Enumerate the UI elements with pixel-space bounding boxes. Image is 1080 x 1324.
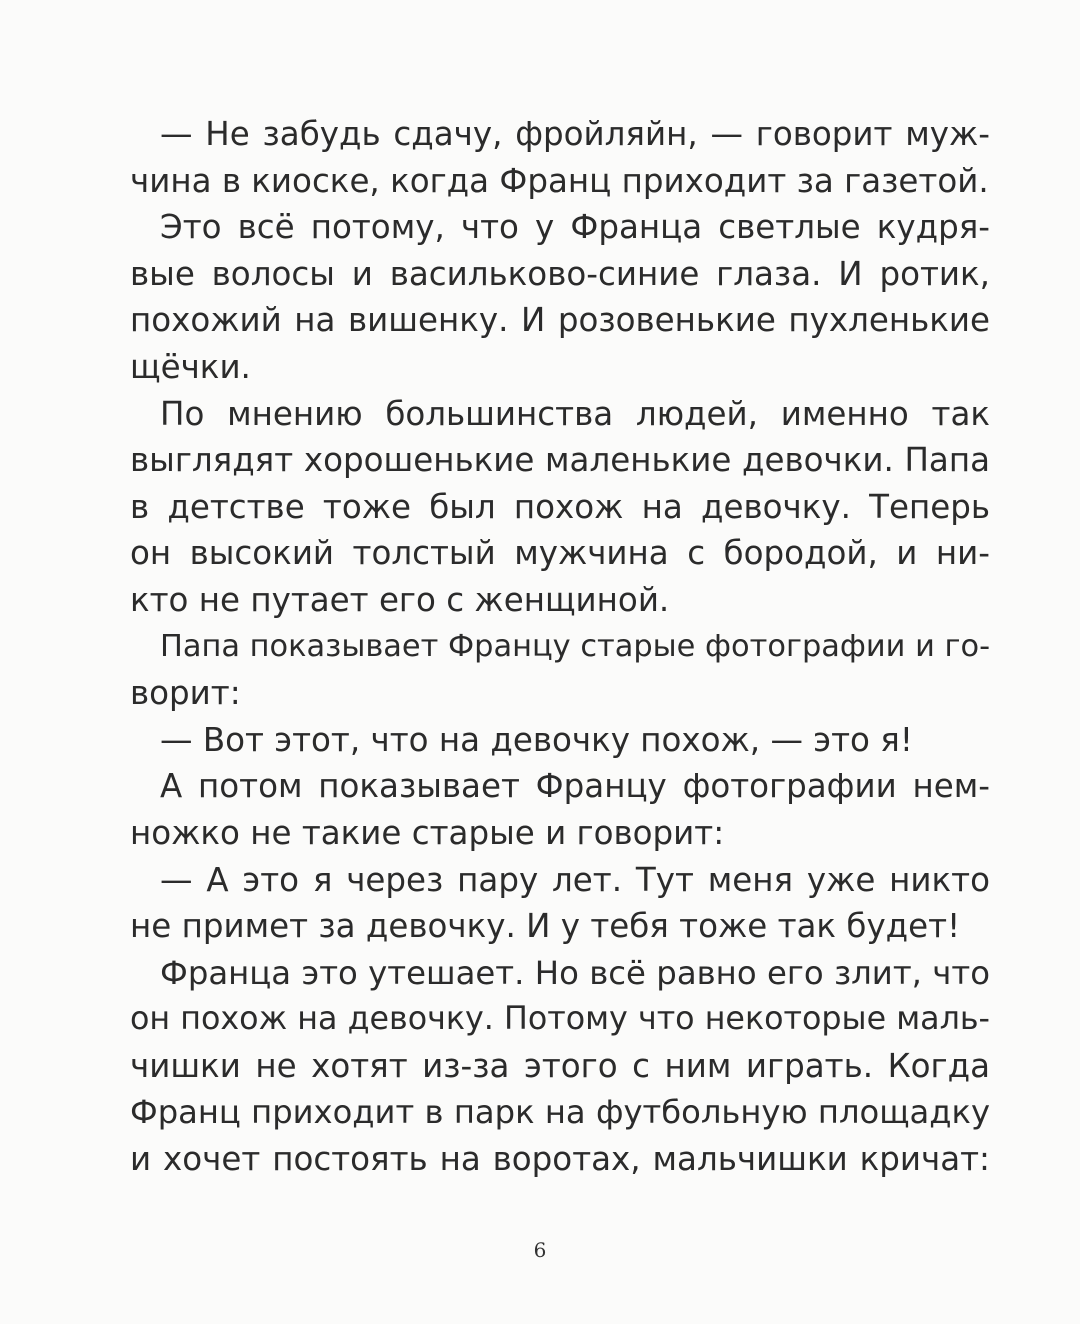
text-line: ножко не такие старые и говорит: <box>130 813 725 852</box>
text-line: — Не забудь сдачу, фройляйн, — говорит муж- <box>160 115 990 153</box>
text-line: щёчки. <box>130 347 251 386</box>
text-line: чишки не хотят из-за этого с ним играть. Когда <box>130 1046 990 1085</box>
text-line: Франца это утешает. Но всё равно его злит, что <box>160 953 990 992</box>
text-line: он похож на девочку. Потому что некоторые маль- <box>130 1001 990 1038</box>
text-line: вые волосы и васильково-синие глаза. И ротик, <box>130 254 990 293</box>
text-line: не примет за девочку. И у тебя тоже так будет! <box>130 907 961 946</box>
text-line: чина в киоске, когда Франц приходит за газетой. <box>130 161 989 200</box>
text-line: ворит: <box>130 674 241 713</box>
page-number: 6 <box>533 1238 547 1262</box>
text-line: Это всё потому, что у Франца светлые кудря- <box>160 208 990 247</box>
body-text <box>130 111 990 1183</box>
text-line: — Вот этот, что на девочку похож, — это я! <box>160 720 913 759</box>
text-line: кто не путает его с женщиной. <box>130 580 670 619</box>
text-line: он высокий толстый мужчина с бородой, и ни- <box>130 534 990 573</box>
text-line: — А это я через пару лет. Тут меня уже никто <box>160 860 990 899</box>
text-line: По мнению большинства людей, именно так <box>160 394 990 433</box>
text-line: похожий на вишенку. И розовенькие пухленькие <box>130 301 990 340</box>
text-line: А потом показывает Францу фотографии нем- <box>160 767 990 806</box>
text-line: и хочет постоять на воротах, мальчишки кричат: <box>130 1140 990 1179</box>
text-line: выглядят хорошенькие маленькие девочки. Папа <box>130 441 990 480</box>
text-line: Франц приходит в парк на футбольную площадку <box>130 1093 990 1132</box>
text-line: Папа показывает Францу старые фотографии и го- <box>160 628 991 664</box>
text-line: в детстве тоже был похож на девочку. Теперь <box>130 487 990 526</box>
